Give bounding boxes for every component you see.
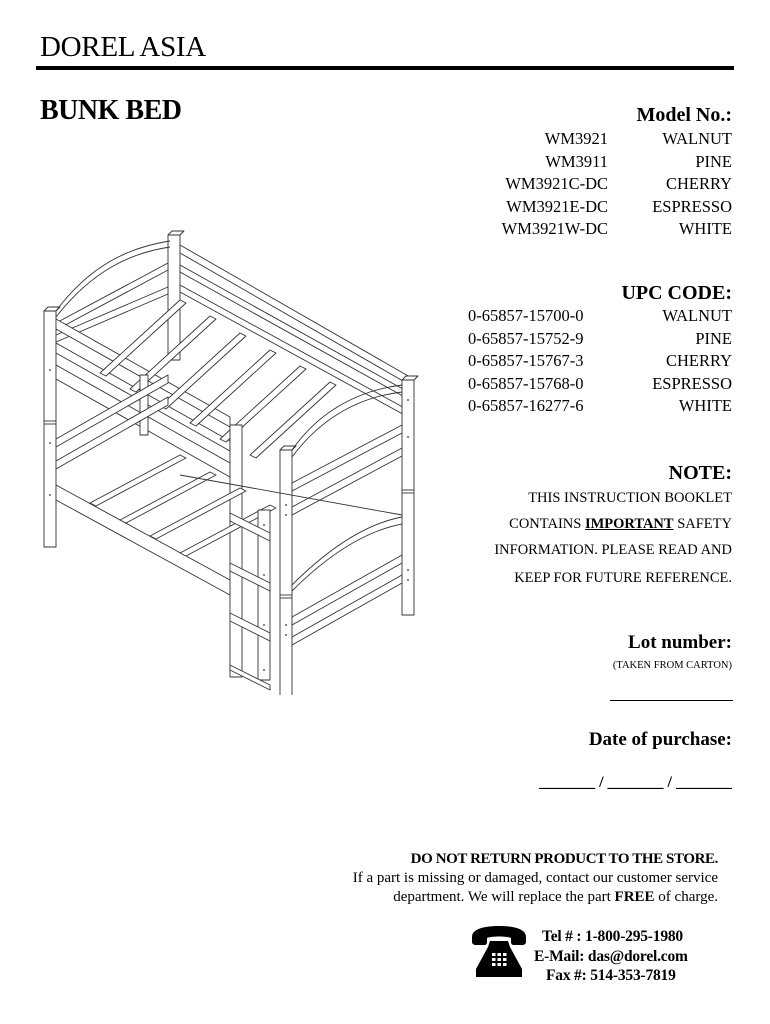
upc-code: 0-65857-16277-6 <box>468 396 584 415</box>
upc-heading: UPC CODE: <box>621 282 732 304</box>
contact-info <box>534 927 688 986</box>
model-color: WALNUT <box>662 129 732 148</box>
lot-number-blank[interactable] <box>610 700 733 701</box>
telephone-icon <box>470 925 528 979</box>
upc-row <box>468 373 732 396</box>
product-title: BUNK BED <box>40 95 182 126</box>
upc-code: 0-65857-15767-3 <box>468 351 584 370</box>
model-color: WHITE <box>678 219 732 238</box>
model-code: WM3911 <box>545 151 608 171</box>
upc-code: 0-65857-15752-9 <box>468 328 584 348</box>
model-row <box>468 128 732 151</box>
free-emphasis: FREE <box>614 889 655 905</box>
return-text: of charge. <box>654 889 718 905</box>
note-line: THIS INSTRUCTION BOOKLET <box>528 490 732 506</box>
contact-email[interactable]: E-Mail: das@dorel.com <box>534 947 688 965</box>
return-line <box>353 888 718 907</box>
upc-row <box>468 395 732 418</box>
contact-fax: Fax #: 514-353-7819 <box>546 967 676 984</box>
model-color: PINE <box>695 151 732 171</box>
upc-color: ESPRESSO <box>652 373 732 393</box>
model-code: WM3921E-DC <box>506 196 608 216</box>
upc-color: WALNUT <box>662 306 732 325</box>
model-heading: Model No.: <box>636 104 732 126</box>
note-text: SAFETY <box>673 516 732 532</box>
model-code: WM3921C-DC <box>505 174 608 193</box>
note-text: CONTAINS <box>509 516 585 532</box>
upc-table <box>468 305 732 418</box>
bunk-bed-illustration-icon <box>30 225 430 695</box>
upc-code: 0-65857-15768-0 <box>468 373 584 393</box>
important-emphasis: IMPORTANT <box>584 516 674 532</box>
lot-subtext: (TAKEN FROM CARTON) <box>612 660 732 671</box>
model-color: CHERRY <box>665 174 732 193</box>
upc-row <box>468 350 732 373</box>
contact-block <box>470 925 688 984</box>
note-line: KEEP FOR FUTURE REFERENCE. <box>514 570 732 586</box>
lot-heading: Lot number: <box>628 632 732 653</box>
note-body <box>494 485 732 591</box>
brand-name: DOREL ASIA <box>40 31 206 63</box>
header-rule <box>36 66 734 70</box>
model-row <box>468 218 732 241</box>
note-line: INFORMATION. PLEASE READ AND <box>494 542 732 558</box>
upc-code: 0-65857-15700-0 <box>468 306 584 325</box>
return-line: If a part is missing or damaged, contact our customer service <box>352 870 718 886</box>
note-line <box>494 511 732 537</box>
return-notice <box>353 850 718 907</box>
upc-row <box>468 305 732 328</box>
model-code: WM3921W-DC <box>501 219 608 238</box>
model-color: ESPRESSO <box>652 196 732 216</box>
note-heading: NOTE: <box>668 462 732 484</box>
model-code: WM3921 <box>544 129 608 148</box>
model-table <box>468 128 732 241</box>
purchase-date-heading: Date of purchase: <box>588 729 732 750</box>
model-row <box>468 151 732 174</box>
upc-color: WHITE <box>678 396 732 415</box>
upc-row <box>468 328 732 351</box>
model-row <box>468 196 732 219</box>
contact-tel: Tel # : 1-800-295-1980 <box>542 928 683 945</box>
upc-color: CHERRY <box>665 351 732 370</box>
purchase-date-blank[interactable]: _______ / _______ / _______ <box>539 774 732 791</box>
model-row <box>468 173 732 196</box>
return-text: department. We will replace the part <box>393 889 615 905</box>
return-heading: DO NOT RETURN PRODUCT TO THE STORE. <box>410 851 718 867</box>
upc-color: PINE <box>695 328 732 348</box>
